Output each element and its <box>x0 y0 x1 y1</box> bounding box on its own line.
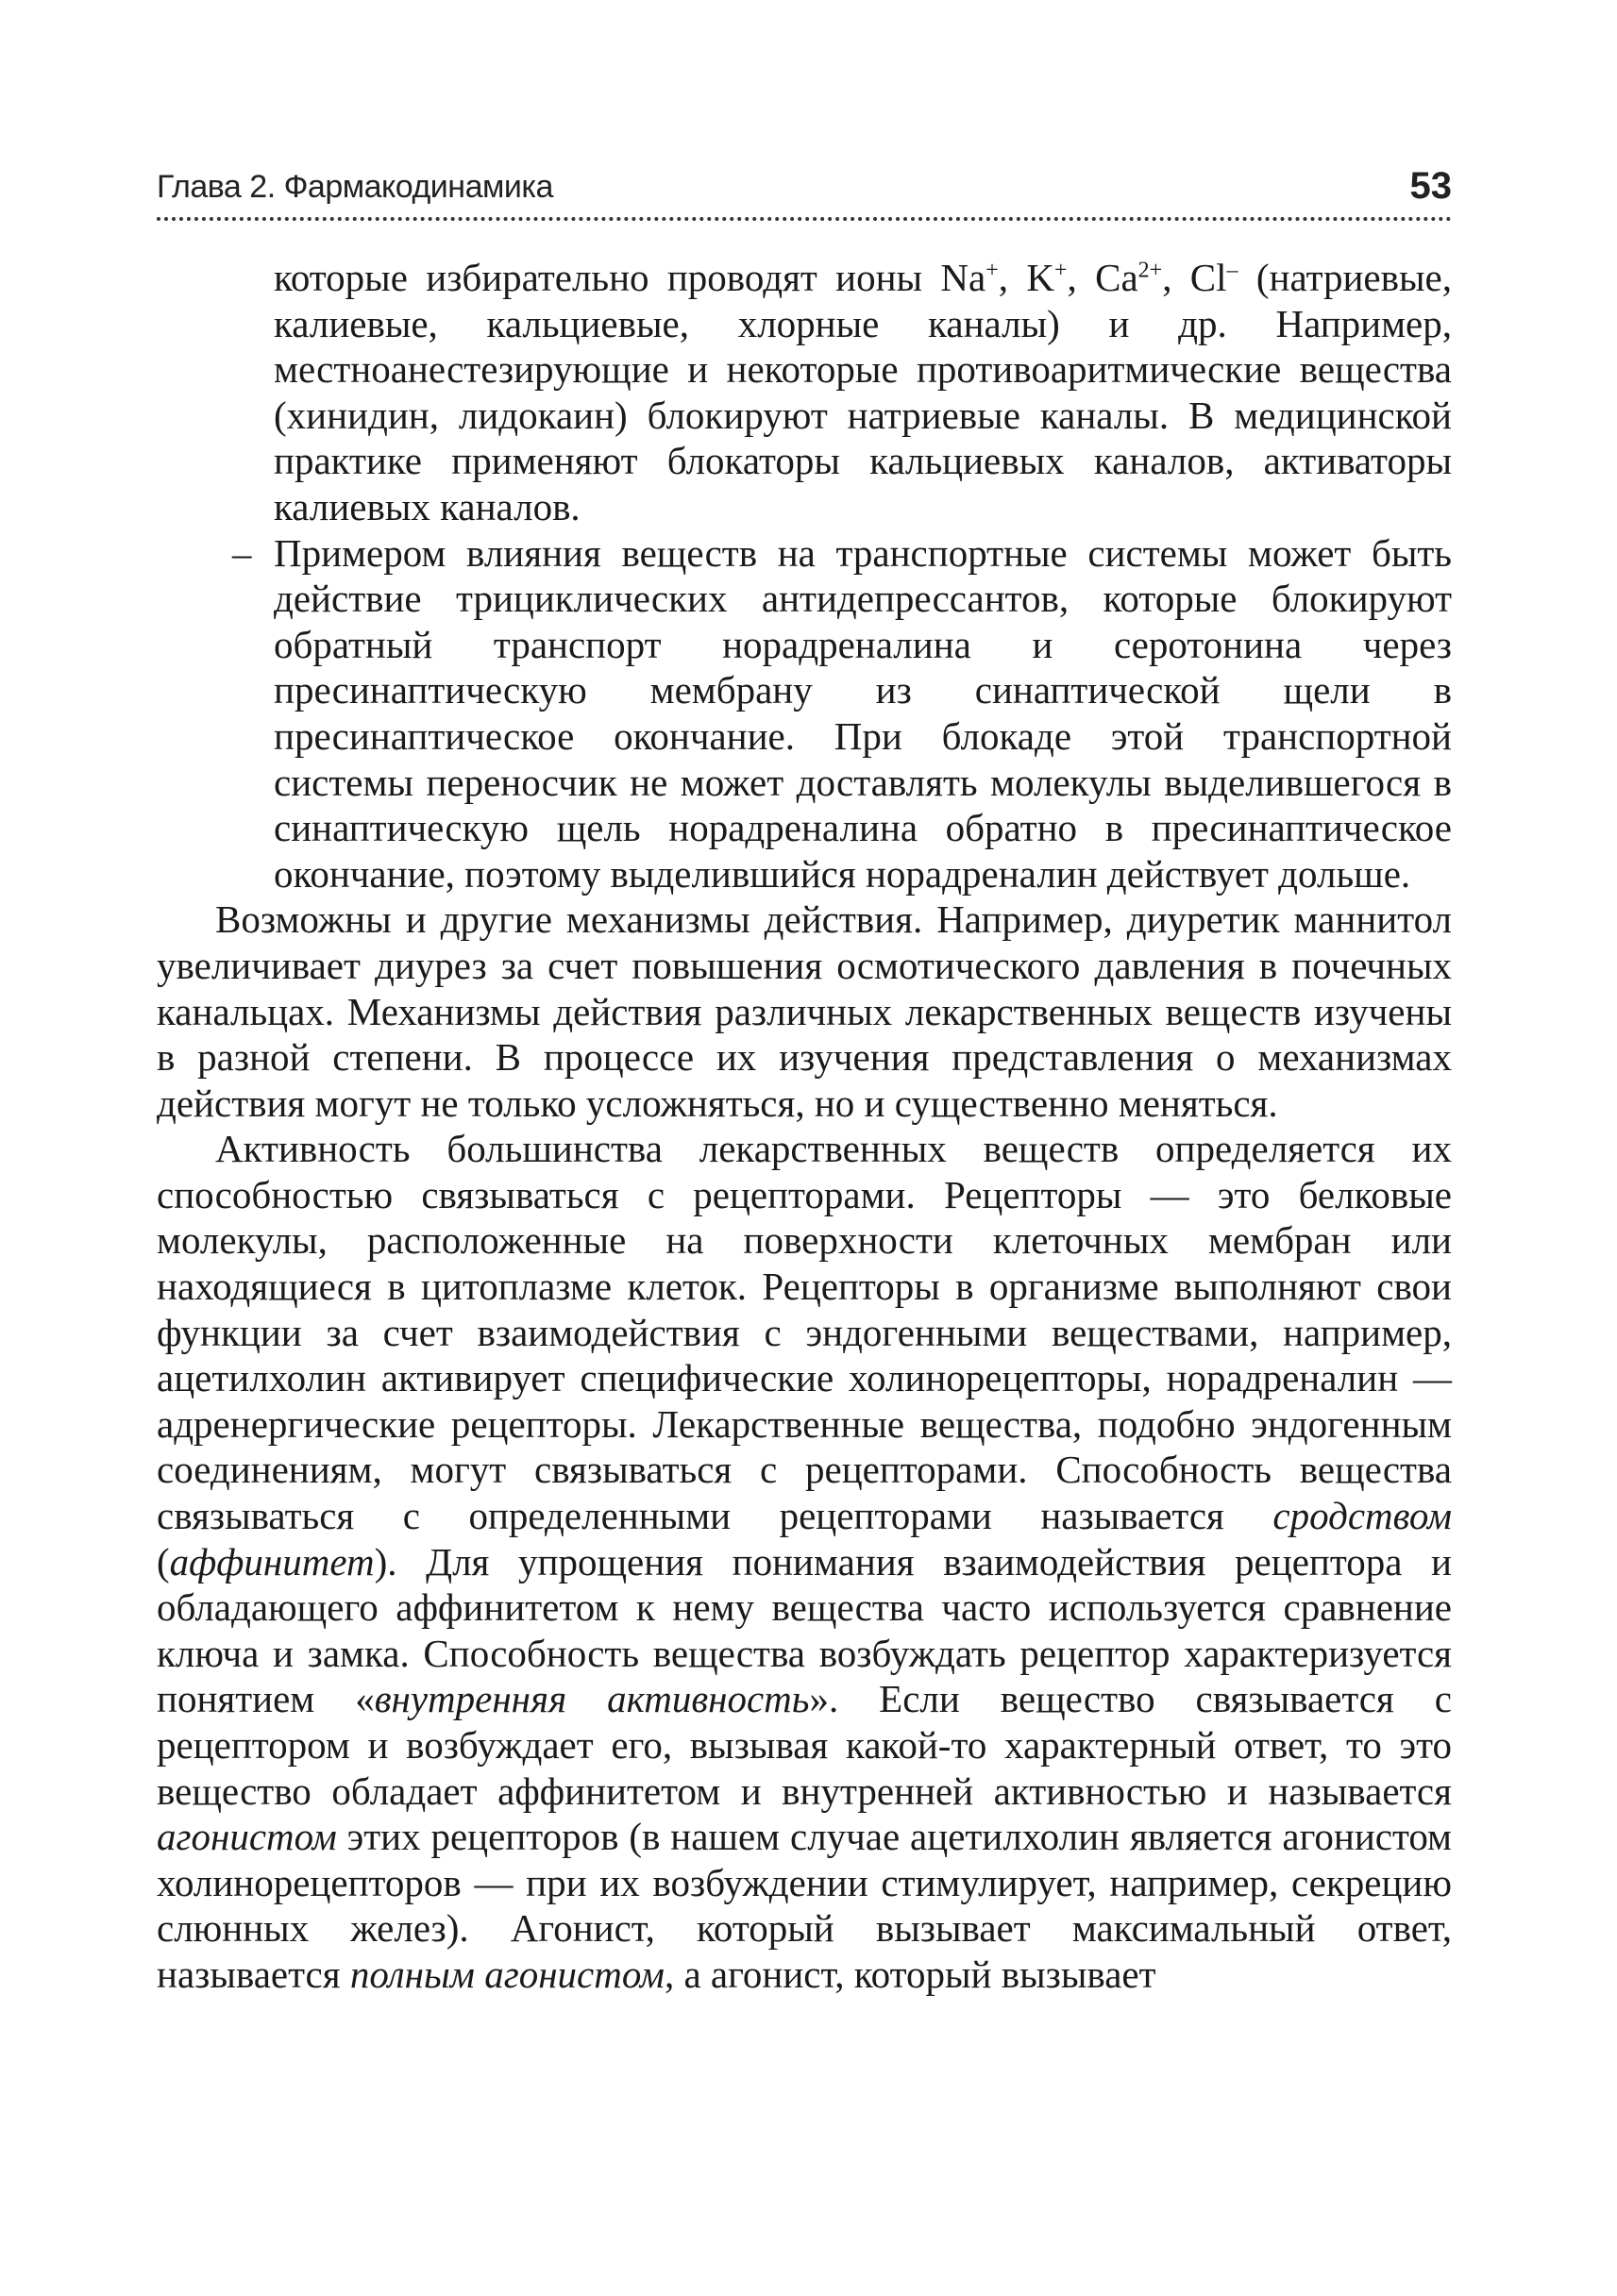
italic-term: внутренняя активность <box>374 1677 810 1721</box>
list-item-transport-systems <box>157 530 1452 897</box>
chapter-title: Глава 2. Фармакодинамика <box>157 169 553 205</box>
italic-term: полным агонистом <box>349 1952 665 1996</box>
text-run: ). Для упрощения понимания взаимодействия рецептора и обладающего аффинитетом к нему вещества часто используется сравнение ключа и замка. Способность вещества возбуждать рецептор характеризуется понятием « <box>157 1539 1452 1721</box>
page-number: 53 <box>1409 165 1452 207</box>
text-run: этих рецепторов (в нашем случае ацетилхолин является агонистом холинорецепторов — при их возбуждении стимулирует, например, секрецию слюнных желез). Агонист, который вызывает максимальный ответ, называется <box>157 1815 1452 1996</box>
list-dash: – <box>232 530 252 575</box>
text-run: ». Если вещество связывается с рецептором и возбуждает его, вызывая какой-то характерный ответ, то это вещество обладает аффинитетом и внутренней активностью и называется <box>157 1677 1452 1813</box>
paragraph-other-mechanisms: Возможны и другие механизмы действия. Например, диуретик маннитол увеличивает диурез за счет повышения осмотического давления в почечных канальцах. Механизмы действия различных лекарственных веществ изучены в разной степени. В процессе их изучения представления о механизмах действия могут не только усложняться, но и существенно меняться. <box>157 897 1452 1125</box>
superscript: + <box>1053 258 1068 283</box>
text-run: , а агонист, который вызывает <box>664 1952 1156 1996</box>
superscript: 2+ <box>1137 258 1163 283</box>
book-page <box>157 151 1452 1998</box>
paragraph-receptors <box>157 1126 1452 1997</box>
text-run: , Cl <box>1162 256 1227 299</box>
header-dotted-rule <box>157 217 1452 221</box>
text-run: Активность большинства лекарственных веществ определяется их способностью связываться с рецепторами. Рецепторы — это белковые молекулы, расположенные на поверхности клеточных мембран или находящиеся в цитоплазме клеток. Рецепторы в организме выполняют свои функции за счет взаимодействия с эндогенными веществами, например, ацетилхолин активирует специфические холинорецепторы, норадреналин — адренергические рецепторы. Лекарственные вещества, подобно эндогенным соединениям, могут связываться с рецепторами. Способность вещества связываться с определенными рецепторами называется <box>157 1127 1452 1538</box>
body-text <box>157 255 1452 1998</box>
italic-term: агонистом <box>157 1815 337 1859</box>
italic-term: сродством <box>1272 1494 1452 1538</box>
text-run: , K <box>998 256 1054 299</box>
running-header <box>157 151 1452 208</box>
text-run: которые избирательно проводят ионы Na <box>274 256 986 299</box>
list-item-text: Примером влияния веществ на транспортные системы может быть действие трициклических антидепрессантов, которые блокируют обратный транспорт норадреналина и серотонина через пресинаптическую мембрану из синаптической щели в пресинаптическое окончание. При блокаде этой транспортной системы переносчик не может доставлять молекулы выделившегося в синаптическую щель норадреналина обратно в пресинаптическое окончание, поэтому выделившийся норадреналин действует дольше. <box>274 530 1452 896</box>
text-run: , Ca <box>1067 256 1138 299</box>
superscript: + <box>985 258 999 283</box>
list-item-continuation <box>157 255 1452 530</box>
superscript: – <box>1226 258 1238 283</box>
text-run: ( <box>157 1539 170 1584</box>
italic-term: аффинитет <box>169 1539 375 1584</box>
text-run: (натриевые, калиевые, кальциевые, хлорные каналы) и др. Например, местноанестезирующие и некоторые противоаритмические вещества (хинидин, лидокаин) блокируют натриевые каналы. В медицинской практике применяют блокаторы кальциевых каналов, активаторы калиевых каналов. <box>274 256 1452 528</box>
